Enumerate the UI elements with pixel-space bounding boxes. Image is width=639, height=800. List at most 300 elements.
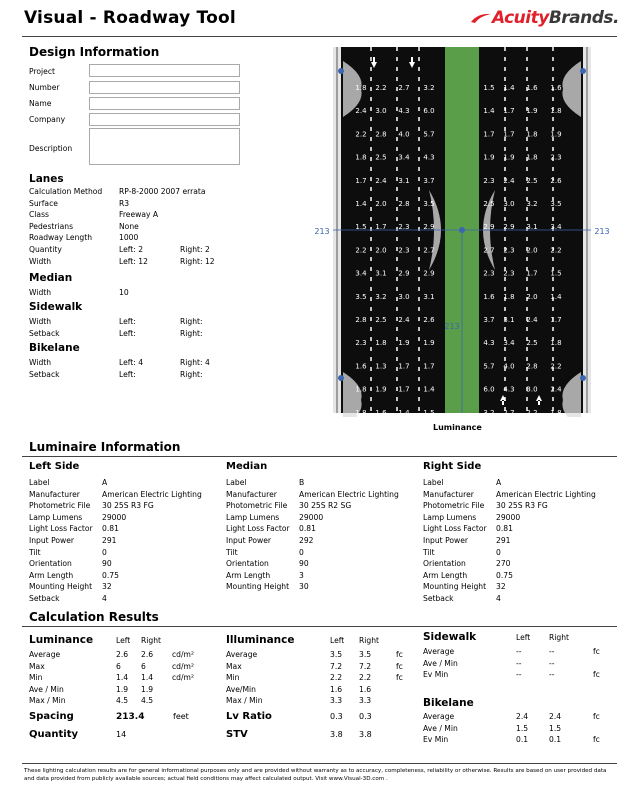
luminance-value: 1.6: [355, 362, 367, 371]
luminance-cell: 1.4: [141, 673, 154, 683]
luminance-value: 2.9: [398, 269, 410, 278]
bikelane-heading: Bikelane: [29, 342, 80, 354]
quantity-label: Quantity: [29, 729, 78, 740]
left-luminaire-value: 0.81: [102, 524, 119, 534]
luminance-value: 4.3: [503, 385, 515, 394]
sidewalk-result-cell: --: [549, 647, 555, 656]
luminance-value: 1.3: [375, 362, 387, 371]
luminance-value: 2.9: [483, 223, 495, 232]
bikelane-cell: Left:: [119, 369, 136, 379]
luminance-value: 2.5: [375, 153, 387, 162]
median-side-heading: Median: [226, 461, 268, 472]
luminance-value: 2.7: [503, 408, 515, 417]
sidewalk-result-cell: --: [549, 658, 555, 668]
right-luminaire-label: Tilt: [423, 547, 435, 557]
luminance-value: 1.9: [398, 339, 410, 348]
right-luminaire-label: Manufacturer: [423, 489, 474, 499]
luminance-cell: 1.9: [116, 684, 129, 694]
luminance-value: 1.4: [550, 292, 562, 301]
sidewalk-result-cell: --: [549, 670, 555, 680]
luminance-value: 3.2: [375, 292, 387, 301]
luminance-value: 1.9: [375, 385, 387, 394]
median-luminaire-label: Manufacturer: [226, 489, 277, 499]
left-luminaire-label: Manufacturer: [29, 489, 80, 499]
median-heading: Median: [29, 272, 73, 284]
left-luminaire-value: 29000: [102, 512, 127, 522]
stv-label: STV: [226, 729, 248, 740]
luminance-value: 1.4: [423, 385, 435, 394]
sidewalk-cell: Setback: [29, 328, 60, 338]
luminance-value: 2.3: [355, 339, 367, 348]
luminance-value: 4.3: [398, 107, 410, 116]
median-luminaire-value: 90: [299, 559, 309, 569]
luminance-value: 4.0: [503, 362, 515, 371]
disclaimer: These lighting calculation results are for general informational purposes only and are provided without warranty as to accuracy, completeness, reliability or otherwise. Results are based on user provided data and data provided from publicly available sources; actual field conditions may affect calculated output. Visit www.Visual-3D.com .: [24, 768, 607, 782]
luminance-value: 2.5: [526, 339, 538, 348]
luminaire-marker: [338, 375, 344, 381]
lanes-cell: R3: [119, 198, 130, 208]
luminance-cell: 2.6: [141, 650, 154, 659]
luminance-value: 3.0: [503, 200, 515, 208]
luminance-value: 2.9: [503, 223, 515, 232]
luminance-value: 2.4: [355, 107, 367, 116]
luminance-value: 1.8: [355, 153, 367, 162]
luminance-value: 1.8: [355, 408, 367, 417]
sidewalk-result-cell: --: [516, 658, 522, 668]
luminance-value: 3.2: [483, 408, 495, 417]
roadway-luminance-diagram: [313, 45, 613, 417]
lanes-cell: Left: 2: [119, 244, 144, 254]
left-luminaire-value: American Electric Lighting: [102, 489, 202, 499]
luminance-value: 2.2: [355, 130, 367, 139]
luminance-value: 1.7: [503, 130, 515, 139]
right-luminaire-label: Light Loss Factor: [423, 524, 487, 534]
lanes-cell: 1000: [119, 233, 139, 243]
illuminance-cell: Max: [226, 661, 242, 671]
luminance-value: 1.4: [503, 84, 515, 92]
luminance-value: 1.9: [526, 107, 538, 116]
bikelane-results-heading: Bikelane: [423, 697, 474, 709]
illuminance-cell: Min: [226, 673, 240, 683]
luminance-value: 1.8: [355, 84, 367, 92]
bikelane-cell: Right:: [180, 369, 203, 379]
left-luminaire-value: 32: [102, 582, 112, 592]
luminance-value: 3.0: [375, 107, 387, 116]
results-heading: Calculation Results: [29, 610, 159, 624]
spacing-dimension-label: 213: [314, 227, 330, 236]
illuminance-cell: fc: [396, 673, 403, 683]
median-luminaire-value: 0.81: [299, 524, 316, 534]
luminance-value: 3.7: [483, 316, 495, 324]
luminance-heading: Luminance: [29, 634, 94, 646]
luminance-value: 1.4: [483, 107, 495, 116]
luminance-cell: 2.6: [116, 650, 129, 659]
left-luminaire-label: Tilt: [29, 547, 41, 557]
luminance-cell: 1.4: [116, 673, 129, 683]
median-luminaire-value: American Electric Lighting: [299, 489, 399, 499]
left-luminaire-value: 90: [102, 559, 112, 569]
luminance-value: 5.7: [423, 130, 435, 139]
luminance-value: 2.2: [375, 84, 387, 92]
luminance-value: 1.8: [550, 107, 562, 116]
lv-ratio-right: 0.3: [359, 712, 372, 721]
median-luminaire-value: 292: [299, 535, 314, 545]
luminance-cell: Ave / Min: [29, 684, 64, 694]
swoosh-icon: [470, 11, 492, 25]
illuminance-cell: 3.5: [359, 650, 372, 659]
luminance-value: 3.4: [503, 339, 515, 348]
luminance-value: 2.4: [503, 176, 515, 185]
luminance-value: 2.6: [423, 316, 435, 324]
quantity-value: 14: [116, 730, 127, 739]
page-title: Visual - Roadway Tool: [24, 8, 236, 28]
sidewalk-result-cell: Ev Min: [423, 670, 449, 680]
bikelane-cell: Width: [29, 358, 52, 367]
illuminance-cell: 1.6: [359, 684, 372, 694]
luminance-value: 1.5: [355, 223, 367, 232]
illuminance-heading: Illuminance: [226, 634, 295, 646]
lanes-cell: Class: [29, 210, 49, 220]
luminance-value: 1.8: [526, 153, 538, 162]
median-luminaire-label: Light Loss Factor: [226, 524, 290, 534]
luminance-value: 2.2: [550, 362, 562, 371]
illuminance-cell: 3.5: [330, 650, 343, 659]
project-label: Project: [29, 67, 55, 76]
illuminance-cell: 1.6: [330, 684, 343, 694]
luminance-value: 1.8: [375, 339, 387, 348]
luminance-value: 2.6: [550, 176, 562, 185]
spacing-dimension-label: 213: [444, 322, 460, 331]
median-luminaire-label: Input Power: [226, 535, 272, 545]
luminance-value: 1.8: [550, 408, 562, 417]
luminance-cell: Min: [29, 673, 43, 683]
luminance-cell: Average: [29, 650, 61, 659]
name-field[interactable]: [89, 97, 240, 110]
illuminance-right-header: Right: [359, 636, 379, 645]
name-label: Name: [29, 99, 52, 108]
left-luminaire-value: 30 25S R3 FG: [102, 501, 154, 511]
luminance-cell: 4.5: [116, 696, 129, 706]
number-field[interactable]: [89, 81, 240, 94]
right-luminaire-value: American Electric Lighting: [496, 489, 596, 499]
illuminance-cell: 7.2: [359, 661, 372, 671]
luminance-value: 1.4: [355, 200, 367, 208]
luminance-value: 3.5: [550, 200, 562, 208]
luminance-value: 3.5: [423, 200, 435, 208]
luminance-cell: 6: [141, 661, 146, 671]
stv-right: 3.8: [359, 730, 372, 739]
stv-left: 3.8: [330, 730, 343, 739]
right-luminaire-value: 0: [496, 547, 501, 557]
left-luminaire-label: Arm Length: [29, 570, 74, 580]
luminance-value: 2.0: [375, 200, 387, 208]
luminance-value: 1.7: [503, 107, 515, 116]
luminance-value: 2.4: [398, 316, 410, 324]
median-luminaire-value: 3: [299, 570, 304, 580]
sidewalk-result-cell: Ave / Min: [423, 658, 458, 668]
luminance-value: 2.3: [483, 176, 495, 185]
median-luminaire-value: 29000: [299, 512, 324, 522]
right-luminaire-label: Mounting Height: [423, 582, 487, 592]
spacing-label: Spacing: [29, 711, 74, 722]
right-luminaire-value: 0.75: [496, 570, 513, 580]
right-luminaire-value: 32: [496, 582, 506, 592]
luminance-left-header: Left: [116, 636, 131, 645]
sidewalk-cell: Left:: [119, 317, 136, 326]
left-luminaire-label: Light Loss Factor: [29, 524, 93, 534]
luminance-value: 3.1: [375, 269, 387, 278]
luminance-cell: 6: [116, 661, 121, 671]
luminance-value: 2.3: [398, 223, 410, 232]
luminance-value: 1.9: [423, 339, 435, 348]
right-luminaire-label: Orientation: [423, 559, 466, 569]
luminance-value: 2.3: [398, 246, 410, 255]
median-luminaire-value: 30: [299, 582, 309, 592]
lanes-cell: Quantity: [29, 244, 62, 254]
luminance-value: 1.6: [483, 292, 495, 301]
luminance-value: 3.4: [398, 153, 410, 162]
luminaire-heading: Luminaire Information: [29, 440, 181, 454]
sidewalk-results-heading: Sidewalk: [423, 631, 477, 643]
median-cell: 10: [119, 288, 129, 297]
footer-divider: [22, 763, 617, 764]
lanes-cell: Surface: [29, 198, 58, 208]
sidewalk-cell: Right:: [180, 328, 203, 338]
luminance-right-header: Right: [141, 636, 161, 645]
luminance-value: 2.5: [483, 200, 495, 208]
right-luminaire-value: 0.81: [496, 524, 513, 534]
luminance-value: 2.8: [375, 130, 387, 139]
bikelane-result-cell: 2.4: [549, 712, 562, 721]
left-luminaire-label: Photometric File: [29, 501, 91, 511]
luminance-value: 3.1: [398, 176, 410, 185]
luminance-value: 1.7: [423, 362, 435, 371]
luminance-value: 3.0: [526, 385, 538, 394]
luminance-value: 4.3: [423, 153, 435, 162]
project-field[interactable]: [89, 64, 240, 77]
bikelane-result-cell: fc: [593, 735, 600, 745]
luminance-value: 1.5: [423, 408, 435, 417]
right-luminaire-value: 291: [496, 535, 511, 545]
median-luminaire-label: Orientation: [226, 559, 269, 569]
luminance-value: 2.8: [526, 362, 538, 371]
luminance-value: 1.8: [503, 292, 515, 301]
sidewalk-result-cell: Average: [423, 647, 455, 656]
luminance-value: 1.6: [526, 84, 538, 92]
right-luminaire-value: 29000: [496, 512, 521, 522]
luminance-value: 2.4: [375, 176, 387, 185]
luminance-value: 3.7: [423, 176, 435, 185]
right-luminaire-label: Lamp Lumens: [423, 512, 477, 522]
right-luminaire-value: A: [496, 478, 502, 487]
left-luminaire-label: Lamp Lumens: [29, 512, 83, 522]
sidewalk-left-header: Left: [516, 633, 531, 642]
results-divider: [22, 626, 617, 627]
luminance-value: 2.5: [375, 316, 387, 324]
luminance-value: 6.0: [483, 385, 495, 394]
left-luminaire-value: 4: [102, 593, 107, 603]
illuminance-cell: Average: [226, 650, 258, 659]
right-luminaire-label: Arm Length: [423, 570, 468, 580]
description-field[interactable]: [89, 128, 240, 165]
luminance-value: 1.7: [526, 269, 538, 278]
luminance-value: 2.3: [503, 269, 515, 278]
company-label: Company: [29, 115, 66, 124]
brand-prefix: Acuity: [491, 8, 549, 28]
company-field[interactable]: [89, 113, 240, 126]
luminance-value: 2.7: [483, 246, 495, 255]
acuity-brands-logo: [470, 8, 619, 28]
luminance-value: 2.7: [398, 84, 410, 92]
left-luminaire-label: Setback: [29, 593, 60, 603]
luminance-value: 2.2: [526, 408, 538, 417]
lanes-cell: Roadway Length: [29, 233, 93, 243]
luminance-value: 3.4: [355, 269, 367, 278]
bikelane-result-cell: 2.4: [516, 712, 529, 721]
lanes-cell: RP-8-2000 2007 errata: [119, 187, 206, 196]
luminance-value: 2.4: [526, 316, 538, 324]
bikelane-result-cell: 1.5: [549, 723, 562, 733]
sidewalk-cell: Left:: [119, 328, 136, 338]
median-luminaire-label: Arm Length: [226, 570, 271, 580]
left-side-heading: Left Side: [29, 461, 80, 472]
lanes-cell: Freeway A: [119, 210, 159, 220]
luminance-cell: cd/m²: [172, 650, 194, 659]
left-luminaire-value: 0: [102, 547, 107, 557]
right-luminaire-label: Setback: [423, 593, 454, 603]
luminance-value: 2.5: [526, 176, 538, 185]
left-luminaire-label: Orientation: [29, 559, 72, 569]
bikelane-result-cell: Average: [423, 712, 455, 721]
luminance-value: 3.5: [355, 292, 367, 301]
left-luminaire-label: Input Power: [29, 535, 75, 545]
luminance-value: 2.9: [423, 223, 435, 232]
luminance-value: 1.7: [375, 223, 387, 232]
luminance-value: 1.8: [526, 130, 538, 139]
left-luminaire-label: Label: [29, 478, 50, 487]
left-luminaire-label: Mounting Height: [29, 582, 93, 592]
luminance-value: 1.5: [550, 269, 562, 278]
sidewalk-cell: Width: [29, 317, 52, 326]
median-luminaire-label: Mounting Height: [226, 582, 290, 592]
illuminance-cell: 3.3: [359, 696, 372, 706]
bikelane-result-cell: Ave / Min: [423, 723, 458, 733]
luminance-value: 1.6: [375, 408, 387, 417]
spacing-value: 213.4: [116, 712, 145, 722]
luminance-value: 2.3: [550, 153, 562, 162]
lanes-cell: Calculation Method: [29, 187, 103, 196]
luminance-value: 3.1: [526, 223, 538, 232]
lanes-cell: Left: 12: [119, 256, 148, 266]
luminance-value: 1.7: [550, 316, 562, 324]
luminance-value: 6.0: [423, 107, 435, 116]
median-luminaire-label: Photometric File: [226, 501, 288, 511]
illuminance-cell: fc: [396, 661, 403, 671]
luminance-value: 2.0: [526, 246, 538, 255]
luminance-value: 3.0: [398, 292, 410, 301]
lv-ratio-label: Lv Ratio: [226, 711, 272, 722]
luminance-value: 1.4: [398, 408, 410, 417]
spacing-unit: feet: [173, 712, 189, 721]
luminance-value: 2.3: [503, 246, 515, 255]
bikelane-result-cell: fc: [593, 712, 600, 721]
illuminance-cell: 2.2: [330, 673, 343, 683]
design-heading: Design Information: [29, 45, 160, 59]
luminance-value: 2.4: [550, 385, 562, 394]
luminance-value: 3.2: [423, 84, 435, 92]
luminance-value: 1.5: [483, 84, 495, 92]
luminaire-marker: [338, 68, 344, 74]
description-label: Description: [29, 144, 73, 153]
lanes-cell: Width: [29, 256, 52, 266]
bikelane-result-cell: 1.5: [516, 723, 529, 733]
luminance-value: 5.7: [483, 362, 495, 371]
bikelane-result-cell: Ev Min: [423, 735, 449, 745]
sidewalk-heading: Sidewalk: [29, 301, 83, 313]
sidewalk-result-cell: fc: [593, 647, 600, 656]
luminance-value: 2.3: [483, 269, 495, 278]
median-luminaire-label: Label: [226, 478, 247, 487]
spacing-dimension-label: 213: [594, 227, 610, 236]
luminance-value: 1.7: [398, 385, 410, 394]
brand-suffix: Brands.: [548, 8, 619, 28]
lanes-cell: Right: 2: [180, 244, 210, 254]
luminance-value: 1.9: [550, 130, 562, 139]
illuminance-cell: Ave/Min: [226, 684, 256, 694]
luminance-value: 3.1: [503, 316, 515, 324]
luminance-cell: Max / Min: [29, 696, 66, 706]
right-luminaire-value: 30 25S R3 FG: [496, 501, 548, 511]
header-divider: [22, 36, 617, 37]
luminance-value: 1.7: [398, 362, 410, 371]
left-luminaire-value: A: [102, 478, 108, 487]
illuminance-left-header: Left: [330, 636, 345, 645]
illuminance-cell: fc: [396, 650, 403, 659]
luminance-value: 2.2: [550, 246, 562, 255]
bikelane-result-cell: 0.1: [516, 735, 529, 745]
median-luminaire-value: 0: [299, 547, 304, 557]
luminance-value: 2.2: [355, 246, 367, 255]
median-cell: Width: [29, 288, 52, 297]
sidewalk-right-header: Right: [549, 633, 569, 642]
luminance-value: 2.7: [423, 246, 435, 255]
luminance-value: 1.8: [355, 385, 367, 394]
sidewalk-cell: Right:: [180, 317, 203, 326]
luminance-value: 2.8: [398, 200, 410, 208]
luminance-value: 1.9: [503, 153, 515, 162]
bikelane-result-cell: 0.1: [549, 735, 562, 745]
illuminance-cell: 3.3: [330, 696, 343, 706]
right-luminaire-value: 270: [496, 559, 511, 569]
median-luminaire-value: 30 25S R2 SG: [299, 501, 352, 511]
luminance-value: 2.0: [375, 246, 387, 255]
luminance-value: 2.8: [355, 316, 367, 324]
luminaire-marker: [580, 68, 586, 74]
luminance-value: 1.8: [550, 339, 562, 348]
sidewalk-result-cell: --: [516, 647, 522, 656]
lv-ratio-left: 0.3: [330, 712, 343, 721]
right-luminaire-label: Photometric File: [423, 501, 485, 511]
luminance-value: 2.9: [423, 269, 435, 278]
right-side-heading: Right Side: [423, 461, 482, 472]
illuminance-cell: Max / Min: [226, 696, 263, 706]
luminance-cell: 4.5: [141, 696, 154, 706]
luminance-value: 1.7: [355, 176, 367, 185]
median-luminaire-value: B: [299, 478, 305, 487]
luminaire-divider: [22, 456, 617, 457]
left-luminaire-value: 291: [102, 535, 117, 545]
sidewalk-result-cell: --: [516, 670, 522, 680]
